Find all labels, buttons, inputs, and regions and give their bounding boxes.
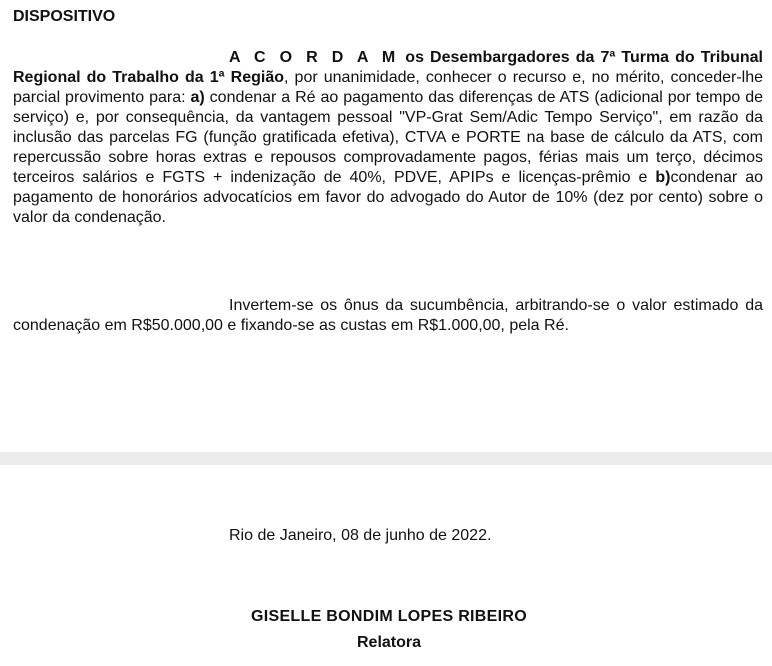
decision-text: , por unanimidade, conhecer o recurso e, no mérito, conceder-lhe parcial provimento para: (13, 69, 763, 106)
item-a-text: condenar a Ré ao pagamento das diferenças de ATS (adicional por tempo de serviço) e, por consequência, da vantagem pessoal "VP-Grat Sem/Adic Tempo Serviço", em razão da inclusão das parcelas FG (função gratificada efetiva), CTVA e PORTE na base de cálculo da ATS, com repercussão sobre horas extras e repousos comprovadamente pagos, férias mais um terço, décimos terceiros salários e FGTS + indenização de 40%, PDVE, APIPs e licenças-prêmio e (13, 89, 763, 186)
signer-role-text: Relatora (356, 634, 422, 651)
court-name: os Desembargadores da 7ª Turma do Tribunal Regional do Trabalho da 1ª Região (13, 49, 764, 86)
item-b-text: condenar ao pagamento de honorários advocatícios em favor do advogado do Autor de 10% (dez por cento) sobre o valor da condenação. (13, 169, 763, 226)
costs-paragraph: Invertem-se os ônus da sucumbência, arbitrando-se o valor estimado da condenação em R$50.000,00 e fixando-se as custas em R$1.000,00, pela Ré. (13, 297, 763, 334)
signer-name-text: GISELLE BONDIM LOPES RIBEIRO (251, 608, 527, 625)
section-heading: DISPOSITIVO (13, 8, 116, 25)
signer-name (0, 607, 772, 627)
item-b-label: b) (655, 169, 671, 186)
date-line: Rio de Janeiro, 08 de junho de 2022. (229, 527, 492, 544)
signer-role (0, 633, 772, 653)
acordam-label: A C O R D A M (229, 49, 400, 66)
item-a-label: a) (190, 89, 205, 106)
page-separator (0, 452, 772, 465)
decision-paragraph (13, 48, 763, 228)
